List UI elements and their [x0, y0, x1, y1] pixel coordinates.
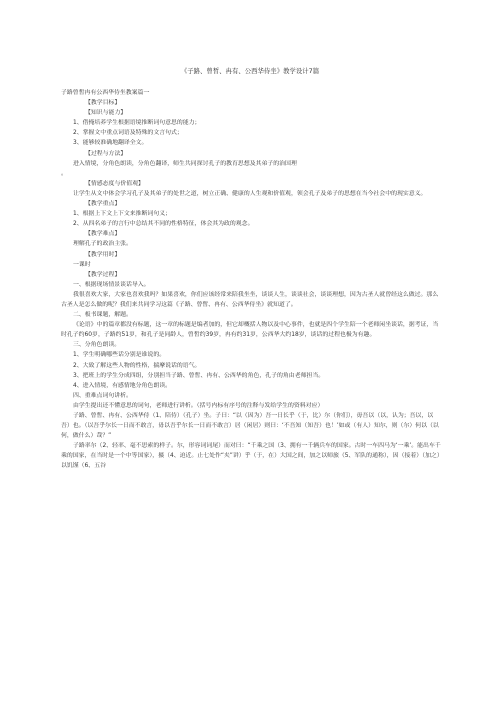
document-paragraph: 二、板书课题，解题。: [73, 312, 132, 319]
document-paragraph: 4、进入情境，有感情地分角色朗读。: [73, 382, 171, 389]
document-paragraph: 。: [61, 170, 67, 177]
document-paragraph: 1、学生明确哪些话分别是谁说的。: [73, 352, 166, 359]
document-paragraph: 【情感态度与价值观】: [85, 180, 144, 187]
document-paragraph: 三、分角色朗读。: [73, 342, 121, 349]
document-paragraph: 2、掌握文中重点词语及特殊的文言句式；: [73, 130, 183, 137]
document-paragraph: 四、重难点词句讲析。: [73, 392, 132, 399]
document-paragraph: 子路曾皙冉有公西华侍坐教案篇一: [61, 90, 150, 96]
document-paragraph: 【教学过程】: [85, 271, 121, 278]
document-paragraph: 一、根据现场情景谈话导入。: [73, 281, 150, 288]
document-paragraph: 子路、曾皙、冉有、公西华侍（1、陪侍）（孔子）坐。子曰：“以（因为）吾一日长乎（于，比）尔（你们），毋吾以（以，认为；吾以，以吾）也。（以吾乎尔长一日而不敢言，毋以吾乎尔长一日而不敢言）居（闲居）则曰：‘不吾知（知吾）也！’如或（有人）知尔，则（尔）何以（以何，做什么）哉？”: [61, 413, 439, 440]
document-paragraph: 【教学重点】: [85, 201, 121, 208]
document-paragraph: 【教学难点】: [85, 231, 121, 238]
document-paragraph: 2、大致了解这些人物的性格，揣摩说话的语气。: [73, 362, 201, 369]
document-paragraph: 进入情境，分角色朗读，分角色翻译，师生共同探讨孔子的教育思想及其弟子的治国理: [73, 160, 297, 167]
document-paragraph: 【教学目标】: [85, 100, 121, 107]
document-paragraph: 子路率尔（2、轻率、毫不思索的样子。尔，形容词词尾）而对曰：“千乘之国（3、拥有一千辆兵车的国家。古时一车四马为‘一乘’。能出车千乘的国家，在当时是一个中等国家），摄（4、迫近。止七处作“夹”讲）乎（于，在）大国之间，加之以师旅（5、军队的通称），因（接着）（加之）以饥馑（6、五谷: [61, 443, 441, 470]
document-paragraph: 理解孔子的政治主张。: [73, 241, 132, 248]
document-body: [61, 88, 441, 472]
document-paragraph: 我很喜欢大家，大家也喜欢我吗？如果喜欢，你们应该经常来陪我坐坐，谈谈人生，谈谈社会，谈谈理想，因为古圣人就曾经这么做过。那么古圣人是怎么做的呢？我们来共同学习这篇《子路、曾皙、冉有、公西华侍坐》就知道了。: [61, 291, 439, 308]
document-paragraph: 1、借掩培养学生根据语境推断词句意思的能力；: [73, 120, 201, 127]
document-paragraph: 3、把班上的学生分成四组，分别担当子路、曾皙、冉有、公西华的角色，孔子的角由老师担当。: [73, 372, 325, 379]
document-paragraph: 【知识与能力】: [85, 110, 127, 117]
document-paragraph: 【教学用时】: [85, 251, 121, 258]
document-paragraph: 1、根据上下文上下文来推断词句义；: [73, 211, 171, 218]
document-paragraph: 3、能够较准确地翻译全文。: [73, 140, 148, 147]
document-title: 《子路、曾皙、冉有、公西华侍坐》教学设计7篇: [180, 67, 320, 75]
document-paragraph: 由学生提出还不懂意思的词句，老师进行讲析。（括号内标有序号的注释与发给学生的资料对应）: [73, 402, 324, 409]
document-paragraph: 2、从四名弟子的言行中总结其不同的性格特征，体会其为政的观念。: [73, 221, 254, 228]
document-paragraph: 《论语》中的篇章都没有标题，这一章的标题是编者加的，但它却概括人物以及中心事件，也就是四个学生陪一个老师闲坐谈话，据考证，当时孔子约60岁，子路约51岁，和孔子是同龄人，曾皙约39岁，冉有约31岁，公西华大约18岁，谈话的过程也极为有趣。: [61, 322, 439, 339]
document-paragraph: 【过程与方法】: [85, 150, 127, 157]
document-paragraph: 一课时: [73, 261, 91, 268]
document-paragraph: 让学生从文中体会学习孔子及其弟子的处世之道，树立正确、健康的人生观和价值观，领会孔子及弟子的思想在当今社会中的现实意义。: [73, 190, 427, 197]
